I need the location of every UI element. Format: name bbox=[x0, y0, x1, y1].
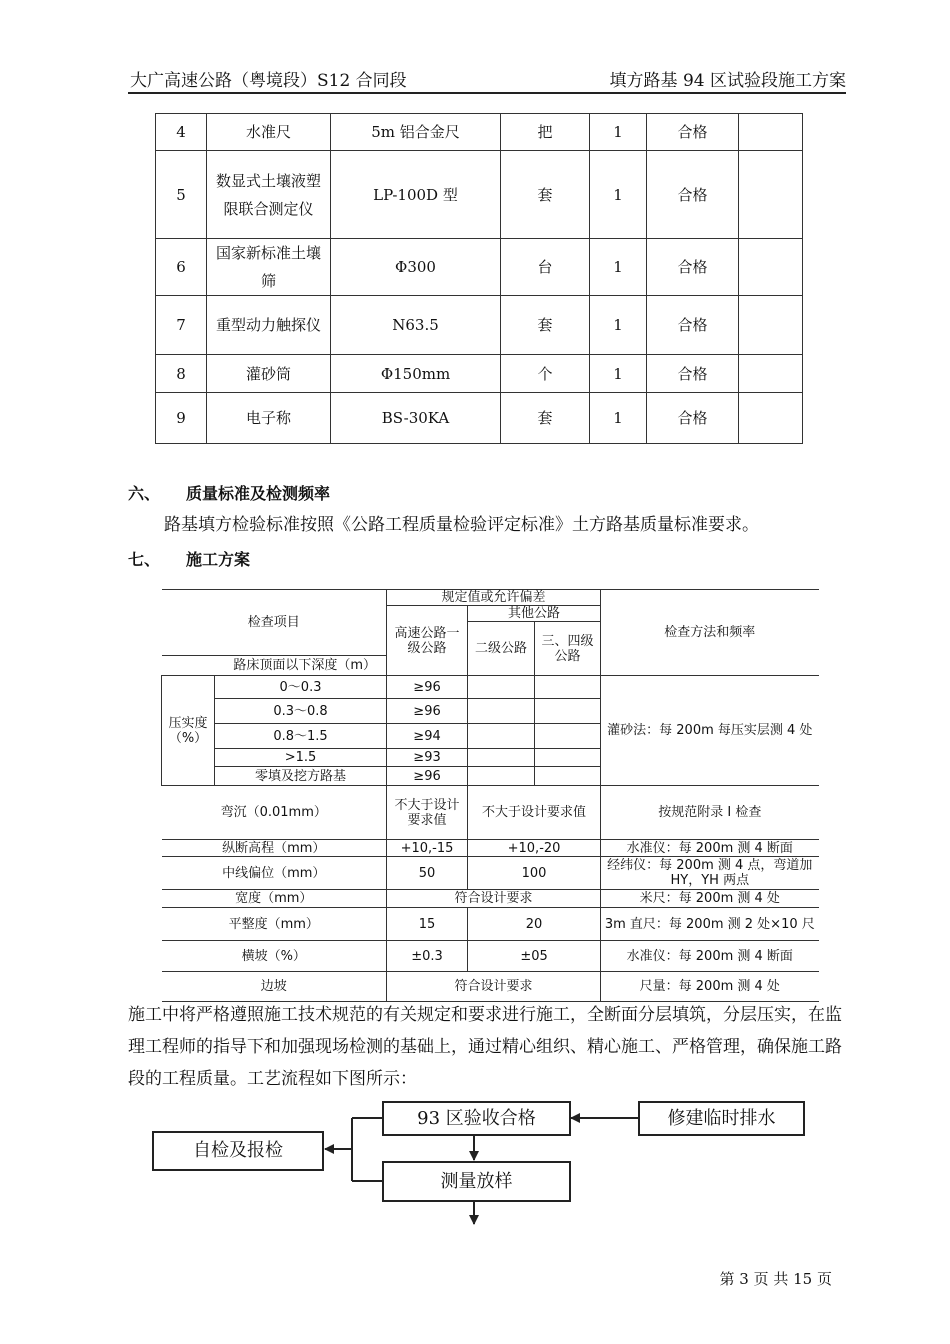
crossfall-highway: ±0.3 bbox=[387, 941, 468, 972]
cell-spec: N63.5 bbox=[331, 296, 501, 355]
cell-name: 水准尺 bbox=[207, 114, 331, 151]
highway-value: ≥96 bbox=[387, 676, 468, 699]
body-paragraph: 施工中将严格遵照施工技术规范的有关规定和要求进行施工，全断面分层填筑，分层压实，在监理工程师的指导下和加强现场检测的基础上，通过精心组织、精心施工、严格管理，确保施工路段的工程质量。工艺流程如下图所示： bbox=[128, 1005, 842, 1089]
compaction-label: 压实度（%） bbox=[162, 676, 215, 786]
centerline-item: 中线偏位（mm） bbox=[162, 857, 387, 890]
cell-name: 重型动力触探仪 bbox=[207, 296, 331, 355]
cell-qty: 1 bbox=[590, 114, 647, 151]
slope-item: 边坡 bbox=[162, 972, 387, 1002]
cell-spec: Φ150mm bbox=[331, 355, 501, 393]
cell-spec: LP-100D 型 bbox=[331, 151, 501, 239]
head-item: 检查项目 bbox=[162, 590, 387, 656]
cell-unit: 把 bbox=[501, 114, 590, 151]
highway-value: ≥94 bbox=[387, 724, 468, 749]
cell-spec: Φ300 bbox=[331, 239, 501, 296]
cell-status: 合格 bbox=[647, 355, 739, 393]
head-second: 二级公路 bbox=[468, 622, 535, 676]
elevation-item: 纵断高程（mm） bbox=[162, 840, 387, 857]
header-left: 大广高速公路（粤境段）S12 合同段 bbox=[130, 71, 407, 91]
section-number: 六、 bbox=[128, 484, 161, 503]
cell-unit: 套 bbox=[501, 393, 590, 444]
cell-status: 合格 bbox=[647, 296, 739, 355]
flatness-highway: 15 bbox=[387, 908, 468, 941]
depth-cell: 零填及挖方路基 bbox=[215, 767, 387, 786]
section-title: 施工方案 bbox=[186, 550, 251, 569]
cell-no: 7 bbox=[156, 296, 207, 355]
cell-status: 合格 bbox=[647, 393, 739, 444]
cell-name: 国家新标准土壤筛 bbox=[207, 239, 331, 296]
cell-qty: 1 bbox=[590, 393, 647, 444]
head-depth: 路床顶面以下深度（m） bbox=[162, 656, 387, 676]
head-highway: 高速公路一级公路 bbox=[387, 606, 468, 676]
centerline-highway: 50 bbox=[387, 857, 468, 890]
width-value: 符合设计要求 bbox=[387, 890, 601, 908]
elevation-method: 水准仪：每 200m 测 4 断面 bbox=[601, 840, 819, 857]
depth-cell: 0.8～1.5 bbox=[215, 724, 387, 749]
slope-method: 尺量：每 200m 测 4 处 bbox=[601, 972, 819, 1002]
crossfall-item: 横坡（%） bbox=[162, 941, 387, 972]
highway-value: ≥96 bbox=[387, 699, 468, 724]
section-6-text: 路基填方检验标准按照《公路工程质量检验评定标准》土方路基质量标准要求。 bbox=[164, 515, 759, 535]
highway-value: ≥96 bbox=[387, 767, 468, 786]
cell-name: 数显式土壤液塑限联合测定仪 bbox=[207, 151, 331, 239]
cell-spec: 5m 铝合金尺 bbox=[331, 114, 501, 151]
head-third: 三、四级公路 bbox=[535, 622, 601, 676]
cell-qty: 1 bbox=[590, 151, 647, 239]
cell-no: 9 bbox=[156, 393, 207, 444]
cell-qty: 1 bbox=[590, 355, 647, 393]
cell-no: 8 bbox=[156, 355, 207, 393]
elevation-highway: +10,-15 bbox=[387, 840, 468, 857]
width-method: 米尺：每 200m 测 4 处 bbox=[601, 890, 819, 908]
flow-box-drain: 修建临时排水 bbox=[638, 1101, 805, 1136]
head-other: 其他公路 bbox=[468, 606, 601, 622]
slope-value: 符合设计要求 bbox=[387, 972, 601, 1002]
cell-unit: 个 bbox=[501, 355, 590, 393]
flatness-item: 平整度（mm） bbox=[162, 908, 387, 941]
elevation-other: +10,-20 bbox=[468, 840, 601, 857]
deflection-other: 不大于设计要求值 bbox=[468, 786, 601, 840]
cell-name: 灌砂筒 bbox=[207, 355, 331, 393]
crossfall-other: ±05 bbox=[468, 941, 601, 972]
cell-unit: 套 bbox=[501, 151, 590, 239]
flatness-method: 3m 直尺：每 200m 测 2 处×10 尺 bbox=[601, 908, 819, 941]
compaction-method: 灌砂法：每 200m 每压实层测 4 处 bbox=[601, 676, 819, 786]
cell-name: 电子称 bbox=[207, 393, 331, 444]
flow-box-selfcheck: 自检及报检 bbox=[152, 1131, 324, 1171]
centerline-other: 100 bbox=[468, 857, 601, 890]
cell-no: 4 bbox=[156, 114, 207, 151]
cell-unit: 套 bbox=[501, 296, 590, 355]
section-number: 七、 bbox=[128, 550, 161, 569]
depth-cell: 0.3～0.8 bbox=[215, 699, 387, 724]
flow-box-survey: 测量放样 bbox=[382, 1161, 571, 1202]
cell-status: 合格 bbox=[647, 151, 739, 239]
head-method: 检查方法和频率 bbox=[601, 590, 819, 676]
cell-status: 合格 bbox=[647, 239, 739, 296]
width-item: 宽度（mm） bbox=[162, 890, 387, 908]
flow-box-accept: 93 区验收合格 bbox=[382, 1101, 571, 1136]
section-title: 质量标准及检测频率 bbox=[186, 484, 331, 503]
page-footer: 第 3 页 共 15 页 bbox=[719, 1270, 832, 1288]
deflection-method: 按规范附录 I 检查 bbox=[601, 786, 819, 840]
header-right: 填方路基 94 区试验段施工方案 bbox=[609, 71, 846, 91]
head-allow: 规定值或允许偏差 bbox=[387, 590, 601, 606]
cell-no: 6 bbox=[156, 239, 207, 296]
cell-unit: 台 bbox=[501, 239, 590, 296]
highway-value: ≥93 bbox=[387, 749, 468, 767]
deflection-item: 弯沉（0.01mm） bbox=[162, 786, 387, 840]
depth-cell: >1.5 bbox=[215, 749, 387, 767]
cell-status: 合格 bbox=[647, 114, 739, 151]
flatness-other: 20 bbox=[468, 908, 601, 941]
cell-qty: 1 bbox=[590, 296, 647, 355]
depth-cell: 0～0.3 bbox=[215, 676, 387, 699]
centerline-method: 经纬仪：每 200m 测 4 点，弯道加 HY，YH 两点 bbox=[601, 857, 819, 890]
cell-no: 5 bbox=[156, 151, 207, 239]
cell-qty: 1 bbox=[590, 239, 647, 296]
cell-spec: BS-30KA bbox=[331, 393, 501, 444]
deflection-highway: 不大于设计要求值 bbox=[387, 786, 468, 840]
crossfall-method: 水准仪：每 200m 测 4 断面 bbox=[601, 941, 819, 972]
